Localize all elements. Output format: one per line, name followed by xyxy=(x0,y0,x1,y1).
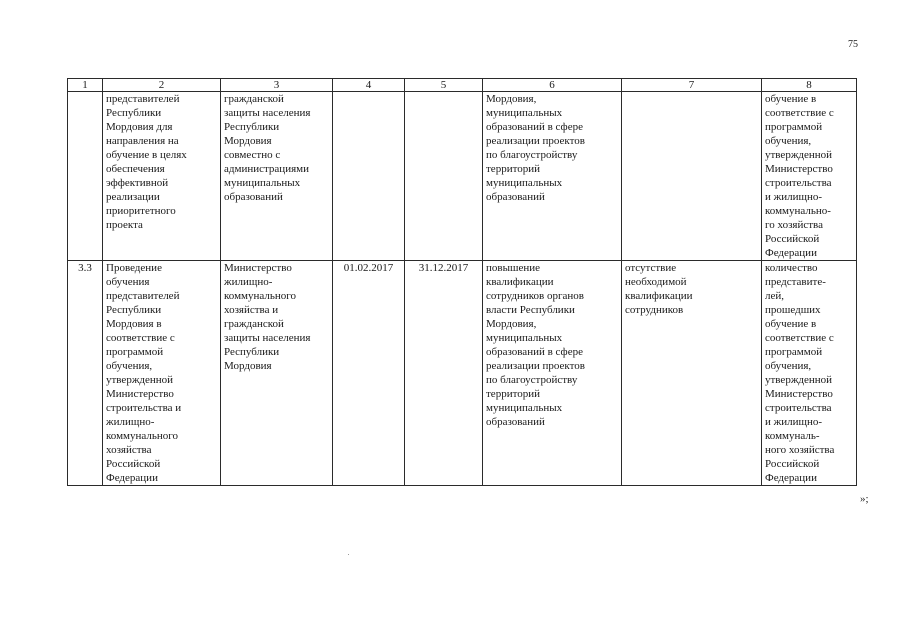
table-row xyxy=(68,92,857,261)
cell-indicator: обучение в соответствие с программой обучения, утвержденной Министерство строительства и жилищно- коммунально- го хозяйства Российской Федерации xyxy=(762,92,857,261)
table-row xyxy=(68,261,857,486)
page-number: 75 xyxy=(848,39,858,50)
column-header: 7 xyxy=(622,79,762,92)
scan-speck xyxy=(348,554,349,555)
column-header: 4 xyxy=(333,79,405,92)
cell-executor: Министерство жилищно- коммунального хозяйства и гражданской защиты населения Республики Мордовия xyxy=(221,261,333,486)
cell-start-date: 01.02.2017 xyxy=(333,261,405,486)
closing-quote-mark: »; xyxy=(860,493,869,505)
cell-executor: гражданской защиты населения Республики Мордовия совместно с администрациями муниципальных образований xyxy=(221,92,333,261)
cell-consequences: отсутствие необходимой квалификации сотрудников xyxy=(622,261,762,486)
column-header: 8 xyxy=(762,79,857,92)
cell-action: представителей Республики Мордовия для направления на обучение в целях обеспечения эффективной реализации приоритетного проекта xyxy=(103,92,221,261)
column-header: 2 xyxy=(103,79,221,92)
column-header: 1 xyxy=(68,79,103,92)
column-header: 3 xyxy=(221,79,333,92)
column-header: 5 xyxy=(405,79,483,92)
plan-table xyxy=(67,78,857,486)
cell-start-date xyxy=(333,92,405,261)
header-row xyxy=(68,79,857,92)
cell-end-date: 31.12.2017 xyxy=(405,261,483,486)
cell-action: Проведение обучения представителей Республики Мордовия в соответствие с программой обучения, утвержденной Министерство строительства и жилищно- коммунального хозяйства Российской Федерации xyxy=(103,261,221,486)
cell-end-date xyxy=(405,92,483,261)
cell-result: повышение квалификации сотрудников органов власти Республики Мордовия, муниципальных образований в сфере реализации проектов по благоустройству территорий муниципальных образований xyxy=(483,261,622,486)
cell-consequences xyxy=(622,92,762,261)
cell-result: Мордовия, муниципальных образований в сфере реализации проектов по благоустройству территорий муниципальных образований xyxy=(483,92,622,261)
cell-number xyxy=(68,92,103,261)
cell-indicator: количество представите- лей, прошедших обучение в соответствие с программой обучения, утвержденной Министерство строительства и жилищно- коммуналь- ного хозяйства Российской Федерации xyxy=(762,261,857,486)
column-header: 6 xyxy=(483,79,622,92)
cell-number: 3.3 xyxy=(68,261,103,486)
